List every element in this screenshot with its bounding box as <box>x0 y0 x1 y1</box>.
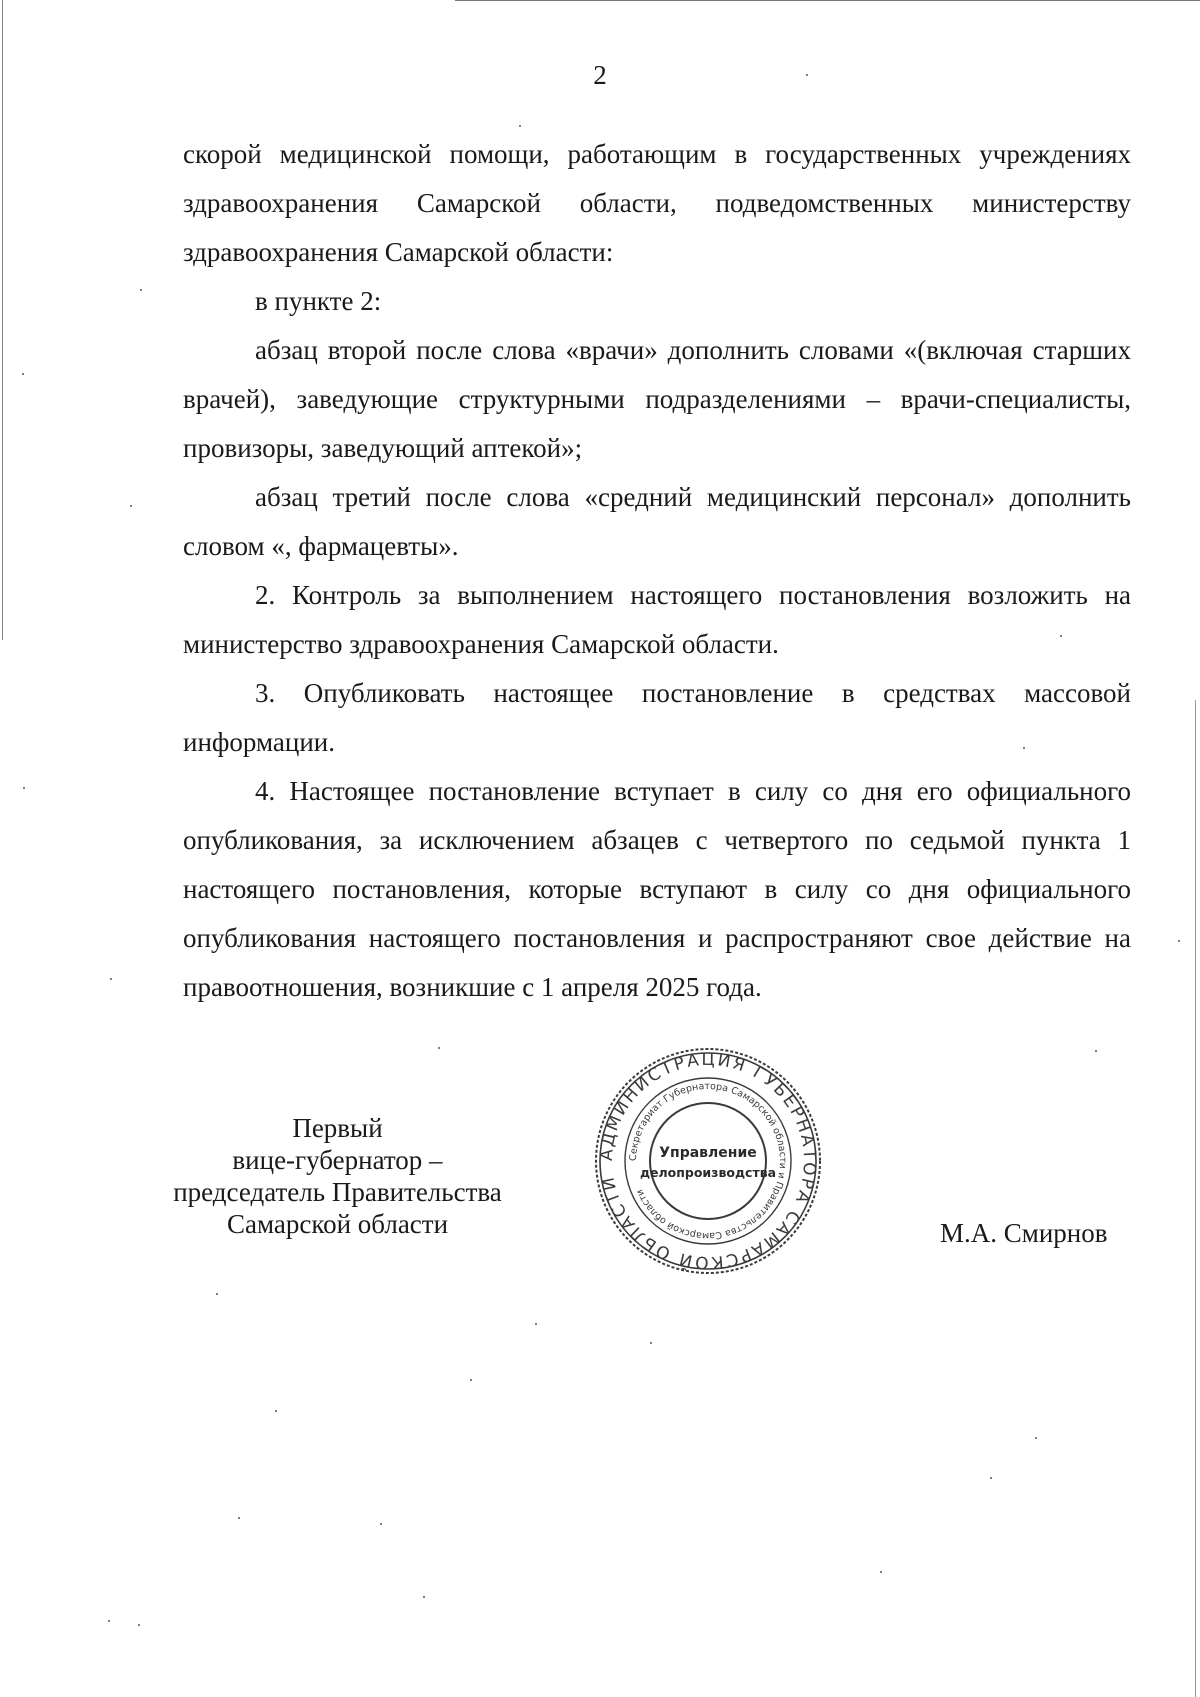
stamp-center-line1: Управление <box>659 1145 757 1161</box>
signatory-title-line: председатель Правительства <box>173 1177 502 1207</box>
official-stamp <box>592 1045 824 1277</box>
svg-text:Секретариат Губернатора Самарс <box>628 1081 788 1241</box>
page-edge-top <box>455 0 1200 1</box>
signatory-name: М.А. Смирнов <box>940 1218 1108 1248</box>
paragraph-item-4: 4. Настоящее постановление вступает в силу со дня его официального опубликования, за исключением абзацев с четвертого по седьмой пункта 1 настоящего постановления, которые вступают в силу со дня официального опубликования настоящего постановления и распространяют свое действие на правоотношения, возникшие с 1 апреля 2025 года. <box>183 776 1131 1002</box>
page-edge-right <box>1195 700 1196 1697</box>
paragraph-third-abzac: абзац третий после слова «средний медицинский персонал» дополнить словом «, фармацевты». <box>183 482 1131 561</box>
paragraph-item-3: 3. Опубликовать настоящее постановление в средствах массовой информации. <box>183 678 1131 757</box>
signatory-title <box>150 1112 525 1240</box>
stamp-center-line2: делопроизводства <box>639 1165 777 1180</box>
document-body <box>183 130 1131 1012</box>
signatory-title-line: Самарской области <box>226 1209 449 1239</box>
stamp-outer-text: АДМИНИСТРАЦИЯ ГУБЕРНАТОРА САМАРСКОЙ ОБЛАСТИ <box>596 1049 820 1273</box>
paragraph-point-2: в пункте 2: <box>255 286 382 316</box>
signatory-title-line: вице-губернатор – <box>232 1145 443 1175</box>
page-edge-left <box>2 0 3 640</box>
paragraph-intro-continuation: скорой медицинской помощи, работающим в государственных учреждениях здравоохранения Самарской области, подведомственных министерству здравоохранения Самарской области: <box>183 139 1131 267</box>
stamp-middle-text: Секретариат Губернатора Самарской области и Правительства Самарской области <box>627 1080 789 1242</box>
page-number: 2 <box>593 60 607 90</box>
signatory-title-line: Первый <box>292 1113 383 1143</box>
paragraph-second-abzac: абзац второй после слова «врачи» дополнить словами «(включая старших врачей), заведующие структурными подразделениями – врачи-специалисты, провизоры, заведующий аптекой»; <box>183 335 1131 463</box>
paragraph-item-2: 2. Контроль за выполнением настоящего постановления возложить на министерство здравоохранения Самарской области. <box>183 580 1131 659</box>
